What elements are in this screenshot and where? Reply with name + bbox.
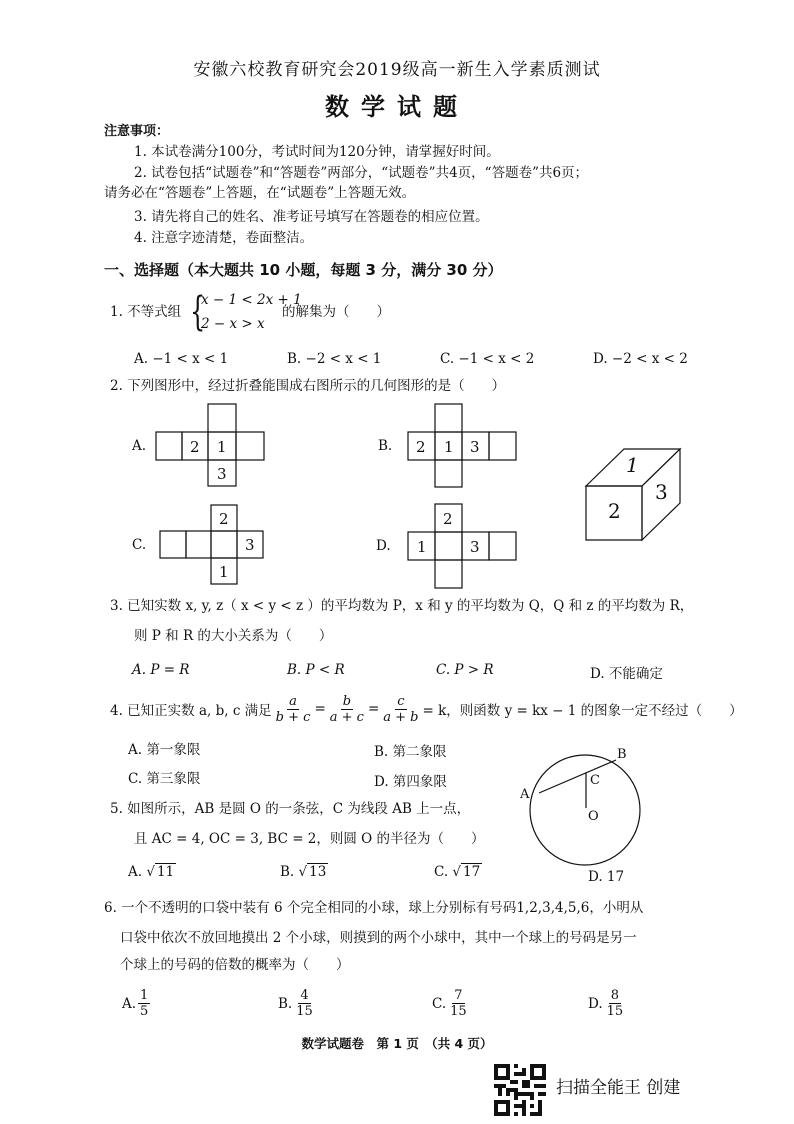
net-a-face: 1 [217, 438, 227, 456]
q3-option-d: D. 不能确定 [590, 666, 663, 682]
question-4 [110, 690, 743, 728]
frac-num: a [289, 693, 297, 709]
q1-option-b: B. −2 < x < 1 [287, 351, 382, 367]
net-b-face: 3 [470, 438, 480, 456]
frac-den: 15 [296, 1004, 313, 1019]
page-footer: 数学试题卷 第 1 页 （共 4 页） [301, 1036, 493, 1051]
q2-option-c: C. [132, 537, 147, 553]
equals-sign: = [367, 701, 380, 717]
frac-den: a + b [383, 709, 419, 725]
frac-den: 15 [606, 1004, 624, 1019]
q6-line-3: 个球上的号码的倍数的概率为（ ） [120, 957, 350, 973]
q4-option-c: C. 第三象限 [128, 771, 201, 787]
q4-option-b: B. 第二象限 [374, 744, 447, 760]
net-a-face: 2 [190, 438, 200, 456]
net-d-face: 1 [417, 538, 427, 556]
notice-item: 3. 请先将自己的姓名、准考证号填写在答题卷的相应位置。 [134, 209, 489, 225]
q3-option-a: A. P = R [132, 662, 190, 678]
q3-option-b: B. P < R [287, 662, 345, 678]
q3-line-2: 则 P 和 R 的大小关系为（ ） [134, 628, 333, 644]
net-c-face: 1 [219, 563, 229, 581]
notice-item: 1. 本试卷满分100分，考试时间为120分钟，请掌握好时间。 [134, 144, 500, 160]
option-label: A. [122, 995, 137, 1012]
fraction [294, 988, 315, 1019]
net-b-face: 2 [416, 438, 426, 456]
q6-line-2: 口袋中依次不放回地摸出 2 个小球，则摸到的两个小球中，其中一个球上的号码是另一 [120, 930, 637, 946]
q2-option-b: B. [378, 438, 393, 454]
frac-num: b [342, 693, 352, 709]
cube-face-top: 1 [626, 453, 639, 477]
fraction [381, 694, 420, 725]
fraction [605, 988, 626, 1019]
radicand: 13 [309, 864, 327, 880]
net-b-face: 1 [444, 438, 454, 456]
fraction [274, 694, 313, 725]
radicand: 17 [463, 864, 481, 880]
qr-code-icon [494, 1064, 546, 1116]
scanner-watermark: 扫描全能王 创建 [556, 1078, 681, 1098]
brace-symbol: { [190, 289, 206, 335]
subject-title: 数学试题 [325, 92, 469, 121]
equals-sign: = [314, 701, 326, 717]
q2-text: 2. 下列图形中，经过折叠能围成右图所示的几何图形的是（ ） [110, 378, 506, 394]
net-c-face: 2 [219, 510, 229, 528]
fraction [448, 988, 469, 1019]
exam-header-title: 安徽六校教育研究会2019级高一新生入学素质测试 [193, 60, 601, 80]
point-label-o: O [588, 809, 599, 824]
q6-option-d [588, 988, 627, 1019]
notice-item: 4. 注意字迹清楚，卷面整洁。 [134, 230, 314, 246]
q6-option-c [432, 988, 471, 1019]
frac-den: a + c [329, 709, 364, 725]
q4-option-d: D. 第四象限 [374, 774, 447, 790]
frac-num: 7 [454, 988, 463, 1003]
net-d-face: 3 [470, 538, 480, 556]
frac-num: 1 [140, 988, 149, 1003]
cube-face-side: 3 [655, 480, 668, 504]
q6-line-1: 6. 一个不透明的口袋中装有 6 个完全相同的小球，球上分别标有号码1,2,3,4,5,6，小明从 [104, 900, 644, 916]
q4-prefix: 4. 已知正实数 a, b, c 满足 [110, 703, 272, 719]
q3-option-c: C. P > R [436, 662, 494, 678]
radicand: 11 [156, 864, 175, 880]
option-label: C. [432, 995, 447, 1012]
net-c-face: 3 [245, 536, 255, 554]
net-a [156, 404, 264, 486]
notice-item: 2. 试卷包括“试题卷”和“答题卷”两部分，“试题卷”共4页，“答题卷”共6页； [134, 165, 589, 181]
cube-face-front: 2 [608, 499, 621, 523]
q1-option-a: A. −1 < x < 1 [134, 351, 229, 367]
q1-option-c: C. −1 < x < 2 [440, 351, 535, 367]
notice-item: 请务必在“答题卷”上答题，在“试题卷”上答题无效。 [104, 185, 416, 201]
q6-option-a [122, 988, 152, 1019]
frac-num: 8 [610, 988, 620, 1003]
option-label: B. [278, 995, 293, 1012]
q2-option-d: D. [376, 538, 391, 554]
q1-ineq-2: 2 − x > x [201, 316, 265, 332]
q1-ineq-1: x − 1 < 2x + 1 [201, 292, 302, 308]
q5-option-c: C. √ 17 [434, 864, 481, 880]
q5-line-2: 且 AC = 4, OC = 3, BC = 2，则圆 O 的半径为（ ） [134, 831, 485, 847]
frac-num: c [397, 693, 405, 709]
q5-option-d: D. 17 [588, 869, 625, 885]
q4-option-a: A. 第一象限 [128, 742, 201, 758]
q4-suffix: = k，则函数 y = kx − 1 的图象一定不经过（ ） [422, 703, 743, 719]
q3-line-1: 3. 已知实数 x, y, z（ x < y < z ）的平均数为 P，x 和 y 的平均数为 Q，Q 和 z 的平均数为 R， [110, 598, 694, 614]
point-label-c: C [590, 773, 600, 788]
point-label-a: A [520, 787, 530, 802]
option-label: D. [588, 995, 603, 1012]
q5-option-a: A. √ 11 [128, 864, 175, 880]
q1-suffix: 的解集为（ ） [282, 304, 390, 320]
net-a-face: 3 [217, 465, 227, 483]
frac-den: 15 [450, 1004, 467, 1019]
notice-heading: 注意事项： [104, 124, 170, 139]
option-label: C. [434, 864, 449, 880]
frac-den: b + c [275, 709, 311, 725]
q1-prefix: 1. 不等式组 [110, 304, 182, 320]
q5-option-b: B. √ 13 [280, 864, 327, 880]
frac-num: 4 [300, 988, 309, 1003]
fraction [328, 694, 366, 725]
q5-line-1: 5. 如图所示，AB 是圆 O 的一条弦，C 为线段 AB 上一点， [110, 801, 471, 817]
section-heading: 一、选择题（本大题共 10 小题，每题 3 分，满分 30 分） [104, 261, 503, 279]
option-label: B. [280, 864, 295, 880]
q2-option-a: A. [132, 438, 147, 454]
q6-option-b [278, 988, 317, 1019]
net-d-face: 2 [443, 510, 453, 528]
fraction [138, 988, 150, 1019]
frac-den: 5 [140, 1004, 149, 1019]
circle-figure [530, 755, 640, 865]
q1-option-d: D. −2 < x < 2 [593, 351, 688, 367]
option-label: A. [128, 864, 143, 880]
point-label-b: B [617, 747, 627, 762]
